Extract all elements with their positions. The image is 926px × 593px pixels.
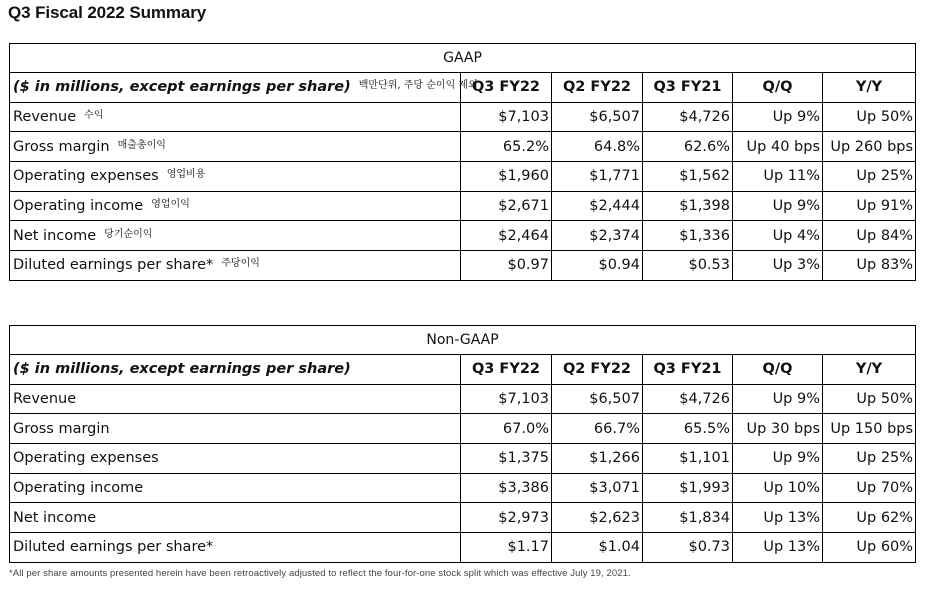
row-label-cell [10, 162, 461, 192]
value-cell: $2,671 [461, 191, 552, 221]
row-korean-label: 주당이익 [221, 258, 260, 270]
non-gaap-summary-table [9, 325, 916, 563]
non-gaap-col-yy: Y/Y [823, 355, 916, 385]
gaap-header-label-text: ($ in millions, except earnings per share) [13, 79, 351, 96]
row-label: Operating income [13, 198, 144, 215]
footnote: *All per share amounts presented herein have been retroactively adjusted to reflect the four-for-one stock split which was effective July 19, 2021. [9, 568, 631, 579]
value-cell: Up 13% [733, 503, 823, 533]
non-gaap-col-q3fy22: Q3 FY22 [461, 355, 552, 385]
value-cell: Up 25% [823, 162, 916, 192]
table-row [10, 162, 916, 192]
value-cell: $1,960 [461, 162, 552, 192]
table-row [10, 414, 916, 444]
non-gaap-col-q2fy22: Q2 FY22 [552, 355, 643, 385]
value-cell: Up 70% [823, 473, 916, 503]
value-cell: $0.97 [461, 251, 552, 281]
value-cell: $6,507 [552, 384, 643, 414]
value-cell: 66.7% [552, 414, 643, 444]
table-row [10, 384, 916, 414]
row-label: Operating expenses [10, 444, 461, 474]
value-cell: $1,398 [643, 191, 733, 221]
value-cell: Up 60% [823, 533, 916, 563]
row-label: Revenue [10, 384, 461, 414]
gaap-section-row [10, 44, 916, 73]
gaap-header-korean: 백만단위, 주당 순이익 제외 [358, 80, 478, 92]
value-cell: Up 30 bps [733, 414, 823, 444]
row-label-cell [10, 221, 461, 251]
value-cell: $0.94 [552, 251, 643, 281]
value-cell: Up 25% [823, 444, 916, 474]
page-title: Q3 Fiscal 2022 Summary [8, 3, 207, 22]
value-cell: Up 9% [733, 191, 823, 221]
row-korean-label: 수익 [84, 110, 104, 122]
row-label: Operating expenses [13, 168, 159, 185]
value-cell: Up 62% [823, 503, 916, 533]
value-cell: $1,375 [461, 444, 552, 474]
value-cell: $1,101 [643, 444, 733, 474]
value-cell: $1,336 [643, 221, 733, 251]
gaap-col-qq: Q/Q [733, 73, 823, 103]
value-cell: $6,507 [552, 102, 643, 132]
non-gaap-section-label: Non-GAAP [10, 326, 916, 355]
row-label: Diluted earnings per share* [13, 257, 214, 274]
value-cell: $7,103 [461, 102, 552, 132]
value-cell: Up 260 bps [823, 132, 916, 162]
table-row [10, 132, 916, 162]
non-gaap-section-row [10, 326, 916, 355]
table-row [10, 444, 916, 474]
row-label: Gross margin [13, 138, 110, 155]
row-label: Operating income [10, 473, 461, 503]
gaap-col-yy: Y/Y [823, 73, 916, 103]
table-row [10, 503, 916, 533]
value-cell: $1,834 [643, 503, 733, 533]
value-cell: 65.2% [461, 132, 552, 162]
value-cell: $2,464 [461, 221, 552, 251]
value-cell: $2,973 [461, 503, 552, 533]
value-cell: $1,993 [643, 473, 733, 503]
row-label: Net income [10, 503, 461, 533]
table-row [10, 473, 916, 503]
value-cell: $1,771 [552, 162, 643, 192]
row-korean-label: 영업이익 [151, 199, 190, 211]
value-cell: Up 13% [733, 533, 823, 563]
gaap-col-q3fy22: Q3 FY22 [461, 73, 552, 103]
value-cell: Up 91% [823, 191, 916, 221]
value-cell: Up 11% [733, 162, 823, 192]
value-cell: $3,386 [461, 473, 552, 503]
row-korean-label: 당기순이익 [104, 228, 153, 240]
value-cell: $4,726 [643, 384, 733, 414]
value-cell: Up 40 bps [733, 132, 823, 162]
value-cell: $1,266 [552, 444, 643, 474]
value-cell: $1.17 [461, 533, 552, 563]
row-label-cell [10, 191, 461, 221]
value-cell: $2,444 [552, 191, 643, 221]
row-korean-label: 영업비용 [166, 169, 206, 181]
row-label: Gross margin [10, 414, 461, 444]
gaap-header-row [10, 73, 916, 103]
value-cell: Up 50% [823, 384, 916, 414]
row-label: Revenue [13, 109, 77, 126]
non-gaap-col-q3fy21: Q3 FY21 [643, 355, 733, 385]
gaap-section-label: GAAP [10, 44, 916, 73]
value-cell: $1.04 [552, 533, 643, 563]
table-row [10, 221, 916, 251]
table-row [10, 533, 916, 563]
value-cell: Up 10% [733, 473, 823, 503]
value-cell: $0.53 [643, 251, 733, 281]
table-row [10, 191, 916, 221]
non-gaap-header-row [10, 355, 916, 385]
value-cell: 62.6% [643, 132, 733, 162]
value-cell: Up 9% [733, 384, 823, 414]
gaap-summary-table [9, 43, 916, 281]
value-cell: Up 3% [733, 251, 823, 281]
value-cell: Up 84% [823, 221, 916, 251]
value-cell: Up 83% [823, 251, 916, 281]
value-cell: $4,726 [643, 102, 733, 132]
value-cell: $2,374 [552, 221, 643, 251]
value-cell: 67.0% [461, 414, 552, 444]
row-label-cell [10, 251, 461, 281]
gaap-col-q3fy21: Q3 FY21 [643, 73, 733, 103]
row-label: Net income [13, 227, 97, 244]
row-label: Diluted earnings per share* [10, 533, 461, 563]
value-cell: Up 9% [733, 102, 823, 132]
non-gaap-col-qq: Q/Q [733, 355, 823, 385]
value-cell: $3,071 [552, 473, 643, 503]
table-row [10, 102, 916, 132]
row-label-cell [10, 132, 461, 162]
row-korean-label: 매출총이익 [117, 139, 166, 151]
value-cell: Up 50% [823, 102, 916, 132]
value-cell: $2,623 [552, 503, 643, 533]
gaap-col-q2fy22: Q2 FY22 [552, 73, 643, 103]
row-label-cell [10, 102, 461, 132]
value-cell: Up 150 bps [823, 414, 916, 444]
value-cell: $1,562 [643, 162, 733, 192]
value-cell: 65.5% [643, 414, 733, 444]
value-cell: 64.8% [552, 132, 643, 162]
value-cell: $7,103 [461, 384, 552, 414]
gaap-header-label [10, 73, 478, 103]
non-gaap-header-label: ($ in millions, except earnings per share) [10, 355, 461, 385]
table-row [10, 251, 916, 281]
value-cell: $0.73 [643, 533, 733, 563]
value-cell: Up 4% [733, 221, 823, 251]
value-cell: Up 9% [733, 444, 823, 474]
